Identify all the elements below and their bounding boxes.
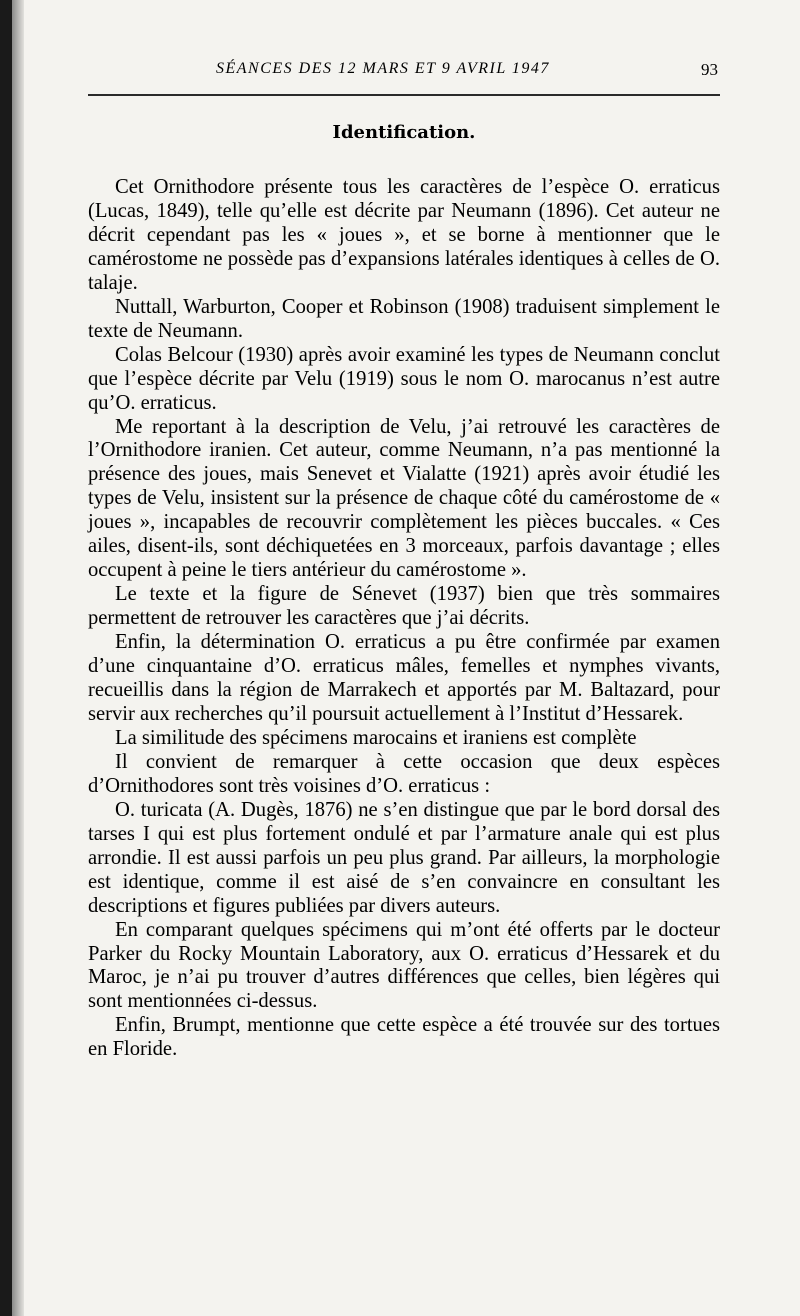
- paragraph: Il convient de remarquer à cette occasion que deux espèces d’Ornithodores sont très voisines d’O. erraticus :: [88, 750, 720, 797]
- paragraph: Me reportant à la description de Velu, j’ai retrouvé les caractères de l’Ornithodore iranien. Cet auteur, comme Neumann, n’a pas mentionné la présence des joues, mais Senevet et Vialatte (1921) après avoir étudié les types de Velu, insistent sur la présence de chaque côté du camérostome de « joues », incapables de recouvrir complètement les pièces buccales. « Ces ailes, disent-ils, sont déchiquetées en 3 morceaux, parfois davantage ; elles occupent à peine le tiers antérieur du camérostome ».: [88, 415, 720, 582]
- page-gutter-shadow: [12, 0, 24, 1316]
- paragraph: Nuttall, Warburton, Cooper et Robinson (1908) traduisent simplement le texte de Neumann.: [88, 295, 720, 342]
- paragraph: La similitude des spécimens marocains et iraniens est complète: [115, 726, 637, 749]
- paragraph: Colas Belcour (1930) après avoir examiné les types de Neumann conclut que l’espèce décrite par Velu (1919) sous le nom O. marocanus n’est autre qu’O. erraticus.: [88, 343, 720, 414]
- page-number: 93: [701, 60, 718, 79]
- body-text: [88, 176, 720, 1062]
- page-header: [88, 58, 720, 88]
- paragraph: Le texte et la figure de Sénevet (1937) bien que très sommaires permettent de retrouver les caractères que j’ai décrits.: [88, 583, 720, 630]
- paragraph: Enfin, Brumpt, mentionne que cette espèce a été trouvée sur des tortues en Floride.: [88, 1014, 720, 1061]
- running-title: SÉANCES DES 12 MARS ET 9 AVRIL 1947: [216, 60, 550, 77]
- paragraph: O. turicata (A. Dugès, 1876) ne s’en distingue que par le bord dorsal des tarses I qui est plus fortement ondulé et par l’armature anale qui est plus arrondie. Il est aussi parfois un peu plus grand. Par ailleurs, la morphologie est identique, comme il est aisé de s’en convaincre en consultant les descriptions et figures publiées par divers auteurs.: [88, 798, 720, 917]
- paragraph: Enfin, la détermination O. erraticus a pu être confirmée par examen d’une cinquantaine d’O. erraticus mâles, femelles et nymphes vivants, recueillis dans la région de Marrakech et apportés par M. Baltazard, pour servir aux recherches qu’il poursuit actuellement à l’Institut d’Hessarek.: [88, 631, 720, 725]
- header-rule: [88, 94, 720, 96]
- paragraph: En comparant quelques spécimens qui m’ont été offerts par le docteur Parker du Rocky Mountain Laboratory, aux O. erraticus d’Hessarek et du Maroc, je n’ai pu trouver d’autres différences que celles, bien légères qui sont mentionnées ci-dessus.: [88, 918, 720, 1013]
- paragraph: Cet Ornithodore présente tous les caractères de l’espèce O. erraticus (Lucas, 1849), telle qu’elle est décrite par Neumann (1896). Cet auteur ne décrit cependant pas les « joues », et se borne à mentionner que le camérostome ne possède pas d’expansions latérales identiques à celles de O. talaje.: [88, 176, 720, 294]
- section-title: Identification.: [332, 122, 476, 143]
